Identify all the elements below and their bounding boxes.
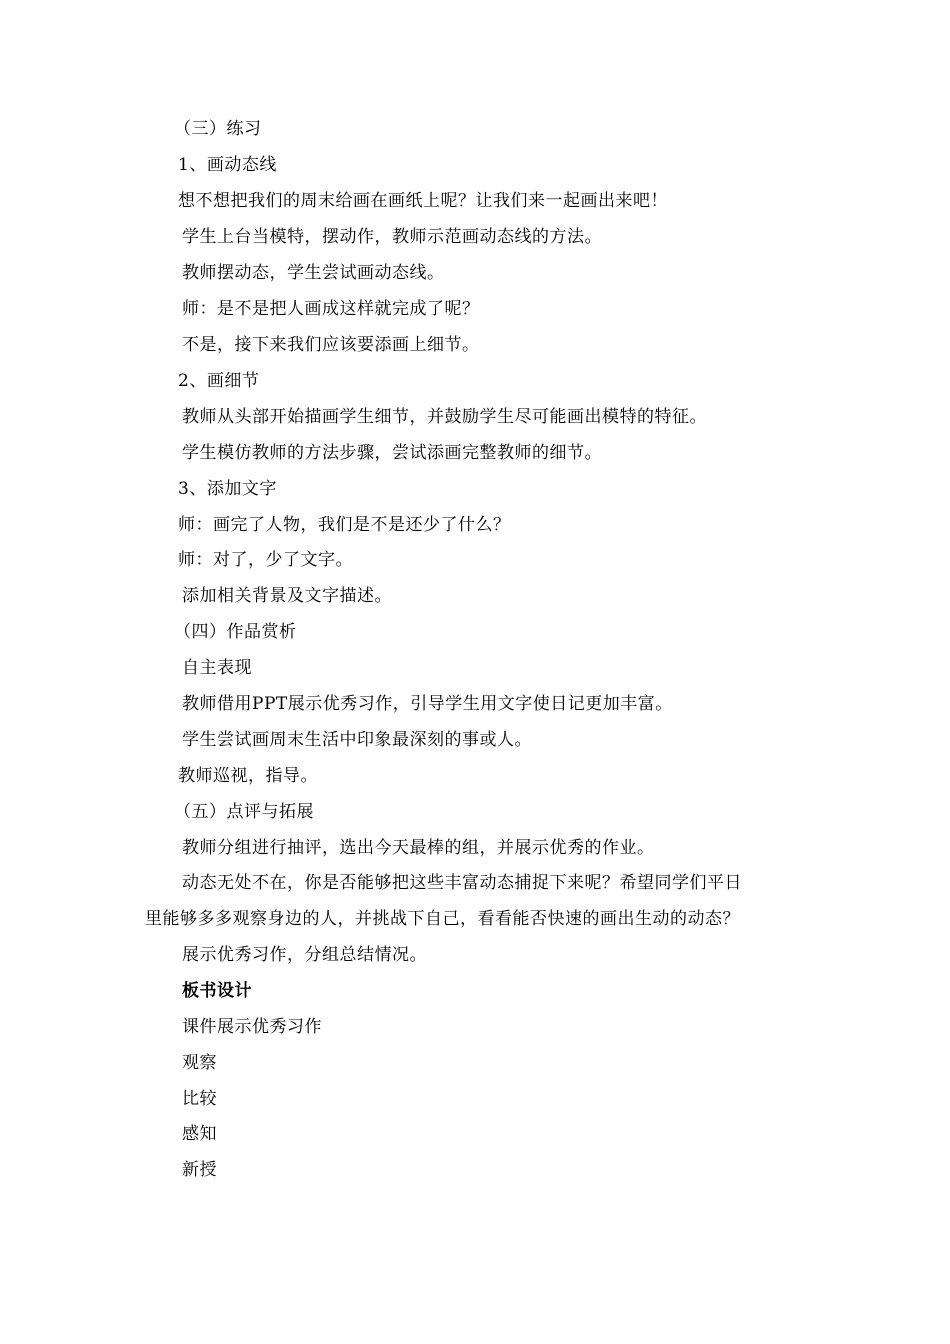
subheading-dynamic-line: 1、画动态线 [178,155,277,175]
paragraph: 教师从头部开始描画学生细节，并鼓励学生尽可能画出模特的特征。 [182,407,707,427]
paragraph: 教师摆动态，学生尝试画动态线。 [182,263,445,283]
subheading-add-text: 3、添加文字 [178,479,277,499]
paragraph: 展示优秀习作，分组总结情况。 [182,945,427,965]
paragraph: 师：是不是把人画成这样就完成了呢？ [182,299,480,319]
paragraph: 添加相关背景及文字描述。 [182,586,392,606]
heading-review: （五）点评与拓展 [174,802,314,822]
paragraph: 教师巡视，指导。 [178,766,318,786]
paragraph: 动态无处不在，你是否能够把这些丰富动态捕捉下来呢？希望同学们平日 [182,873,742,893]
list-item: 感知 [182,1124,217,1144]
paragraph: 学生尝试画周末生活中印象最深刻的事或人。 [182,730,532,750]
list-item: 观察 [182,1053,217,1073]
paragraph: 教师分组进行抽评，选出今天最棒的组，并展示优秀的作业。 [182,838,655,858]
paragraph: 里能够多多观察身边的人，并挑战下自己，看看能否快速的画出生动的动态？ [145,909,740,929]
paragraph: 师：对了，少了文字。 [178,550,353,570]
list-item: 课件展示优秀习作 [182,1017,322,1037]
heading-board-design: 板书设计 [182,981,252,1001]
paragraph: 学生上台当模特，摆动作，教师示范画动态线的方法。 [182,227,602,247]
paragraph: 师：画完了人物，我们是不是还少了什么？ [178,515,511,535]
paragraph: 教师借用PPT展示优秀习作，引导学生用文字使日记更加丰富。 [182,694,673,714]
paragraph: 自主表现 [182,658,252,678]
list-item: 新授 [182,1160,217,1180]
heading-practice: （三）练习 [174,119,262,139]
heading-appreciation: （四）作品赏析 [174,622,297,642]
list-item: 比较 [182,1089,217,1109]
paragraph: 不是，接下来我们应该要添画上细节。 [182,335,480,355]
paragraph: 学生模仿教师的方法步骤，尝试添画完整教师的细节。 [182,443,602,463]
paragraph: 想不想把我们的周末给画在画纸上呢？让我们来一起画出来吧！ [178,191,668,211]
subheading-details: 2、画细节 [178,371,260,391]
